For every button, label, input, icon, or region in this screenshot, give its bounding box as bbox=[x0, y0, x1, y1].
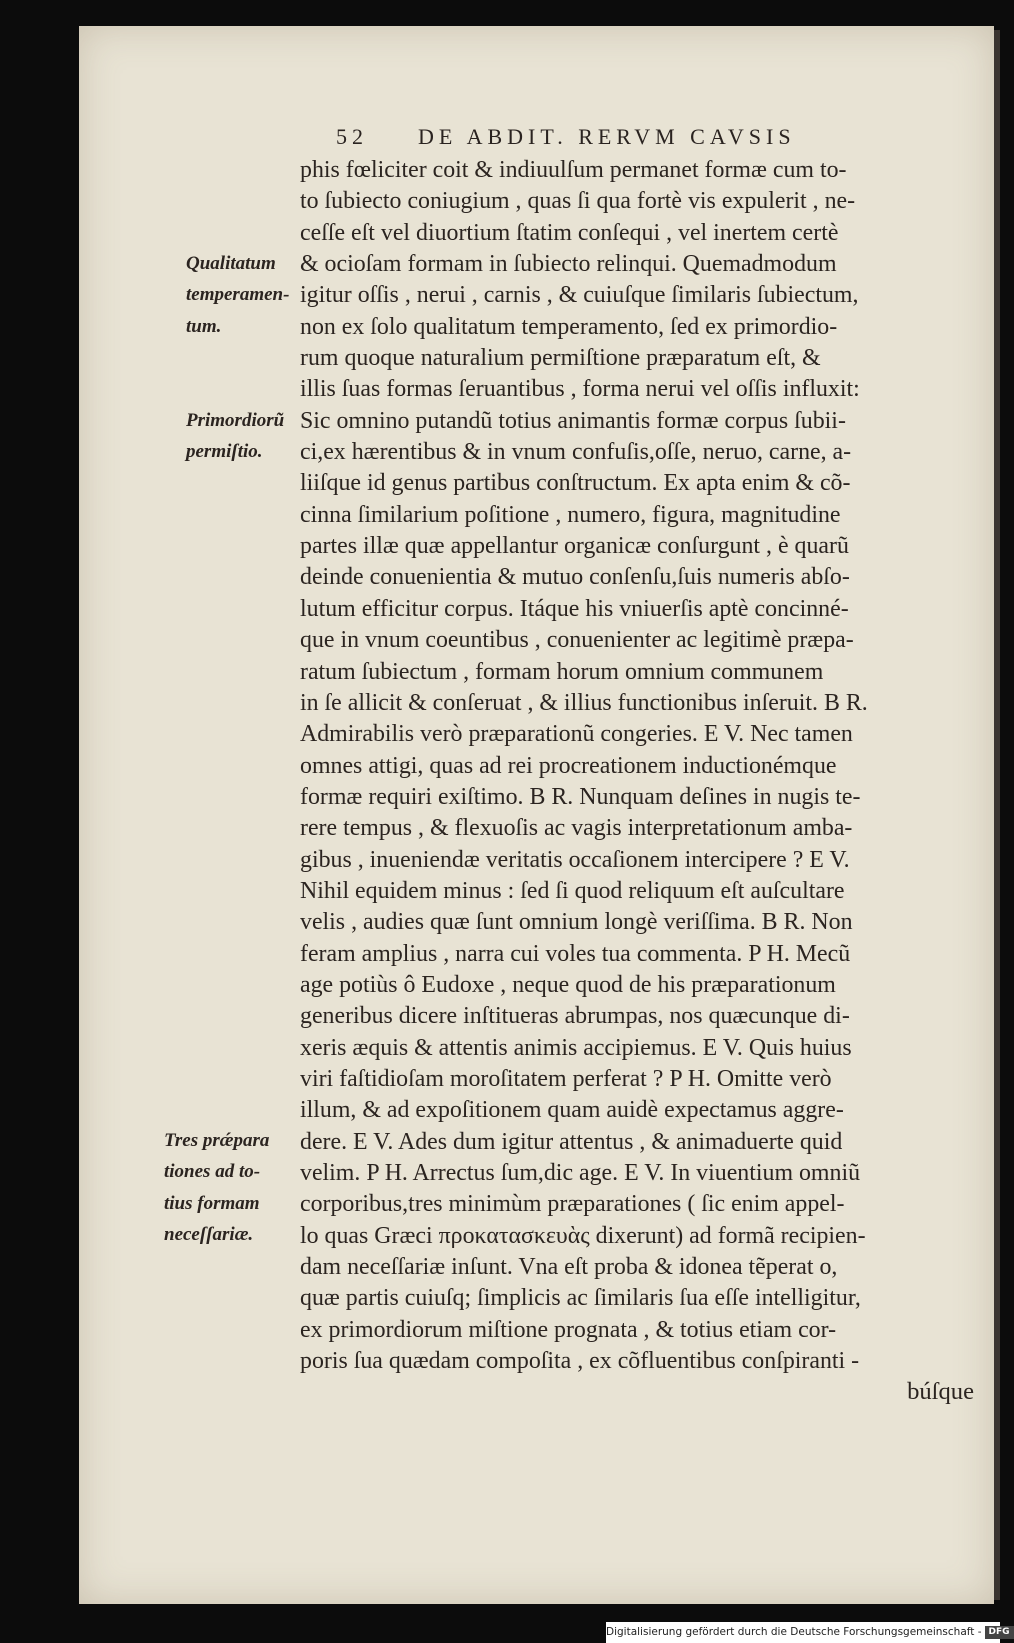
text-line: illis ſuas formas ſeruantibus , forma nerui vel oſſis influxit: bbox=[300, 375, 860, 403]
text-line: ci,ex hærentibus & in vnum confuſis,oſſe, neruo, carne, a- bbox=[300, 438, 852, 466]
text-line: xeris æquis & attentis animis accipiemus. E V. Quis huius bbox=[300, 1033, 852, 1061]
text-line: gibus , inueniendæ veritatis occaſionem intercipere ? E V. bbox=[300, 845, 850, 873]
text-line: liiſque id genus partibus conſtructum. Ex apta enim & cõ- bbox=[300, 469, 851, 497]
margin-note-line: Tres prǽpara bbox=[164, 1130, 270, 1151]
margin-note-primordiorum bbox=[186, 405, 284, 468]
text-line: que in vnum coeuntibus , conuenienter ac legitimè præpa- bbox=[300, 626, 854, 654]
text-line: Nihil equidem minus : ſed ſi quod reliquum eſt auſcultare bbox=[300, 876, 845, 904]
text-line: poris ſua quædam compoſita , ex cõfluentibus conſpiranti - bbox=[300, 1347, 860, 1375]
text-line: Sic omnino putandũ totius animantis formæ corpus ſubii- bbox=[300, 406, 846, 434]
text-line: & ocioſam formam in ſubiecto relinqui. Quemadmodum bbox=[300, 250, 837, 278]
text-line: corporibus,tres minimùm præparationes ( ſic enim appel- bbox=[300, 1190, 845, 1218]
text-line: in ſe allicit & conſeruat , & illius functionibus inſeruit. B R. bbox=[300, 688, 868, 716]
footer-text: Digitalisierung gefördert durch die Deutsche Forschungsgemeinschaft - bbox=[606, 1626, 982, 1638]
margin-note-line: permiſtio. bbox=[186, 441, 263, 463]
text-line: cinna ſimilarium poſitione , numero, figura, magnitudine bbox=[300, 500, 841, 528]
catchword: búſque bbox=[907, 1378, 974, 1406]
margin-note-line: neceſſariæ. bbox=[164, 1224, 254, 1246]
text-line: feram amplius , narra cui voles tua commenta. P H. Mecũ bbox=[300, 939, 851, 967]
text-line: lo quas Græci προκατασκευὰς dixerunt) ad formã recipien- bbox=[300, 1221, 866, 1249]
text-line: ex primordiorum miſtione prognata , & totius etiam cor- bbox=[300, 1315, 837, 1343]
margin-note-line: tum. bbox=[186, 315, 222, 337]
text-line: age potiùs ô Eudoxe , neque quod de his præparationum bbox=[300, 970, 836, 998]
margin-note-qualitatum bbox=[186, 248, 289, 342]
text-line: to ſubiecto coniugium , quas ſi qua fortè vis expulerit , ne- bbox=[300, 187, 856, 215]
text-line: velim. P H. Arrectus ſum,dic age. E V. In viuentium omniũ bbox=[300, 1159, 861, 1186]
text-line: partes illæ quæ appellantur organicæ conſurgunt , è quarũ bbox=[300, 532, 849, 560]
text-line: dere. E V. Ades dum igitur attentus , & animaduerte quid bbox=[300, 1127, 843, 1155]
margin-note-line: temperamen- bbox=[186, 284, 290, 306]
text-line: lutum efficitur corpus. Itáque his vniuerſis aptè concinné- bbox=[300, 594, 849, 622]
text-line: ceſſe eſt vel diuortium ſtatim conſequi , vel inertem certè bbox=[300, 218, 839, 246]
text-line: viri faſtidioſam moroſitatem perferat ? P H. Omitte verò bbox=[300, 1064, 832, 1092]
running-title: DE ABDIT. RERVM CAVSIS bbox=[418, 124, 796, 149]
text-line: rum quoque naturalium permiſtione præparatum eſt, & bbox=[300, 344, 821, 372]
dfg-logo: DFG bbox=[985, 1626, 1014, 1639]
text-line: quæ partis cuiuſq; ſimplicis ac ſimilaris ſua eſſe intelligitur, bbox=[300, 1284, 861, 1312]
text-line: igitur oſſis , nerui , carnis , & cuiuſque ſimilaris ſubiectum, bbox=[300, 281, 859, 309]
margin-note-line: Primordiorũ bbox=[186, 410, 285, 431]
page-number: 52 bbox=[336, 124, 368, 149]
text-line: non ex ſolo qualitatum temperamento, ſed ex primordio- bbox=[300, 312, 838, 340]
text-line: rere tempus , & flexuoſis ac vagis interpretationum amba- bbox=[300, 814, 853, 842]
page-edge bbox=[994, 30, 1000, 1600]
margin-note-tres-praeparationes bbox=[164, 1125, 269, 1250]
text-line: dam neceſſariæ inſunt. Vna eſt proba & idonea tẽperat o, bbox=[300, 1253, 838, 1281]
text-line: Admirabilis verò præparationũ congeries. E V. Nec tamen bbox=[300, 720, 853, 748]
margin-note-line: Qualitatum bbox=[186, 253, 276, 274]
text-line: omnes attigi, quas ad rei procreationem inductionémque bbox=[300, 751, 837, 779]
text-line: phis fœliciter coit & indiuulſum permanet formæ cum to- bbox=[300, 156, 847, 183]
text-line: illum, & ad expoſitionem quam auidè expectamus aggre- bbox=[300, 1096, 844, 1124]
running-header bbox=[336, 124, 876, 156]
text-line: deinde conuenientia & mutuo conſenſu,ſuis numeris abſo- bbox=[300, 563, 850, 591]
margin-note-line: tiones ad to- bbox=[164, 1161, 261, 1183]
margin-note-line: tius formam bbox=[164, 1192, 260, 1214]
text-line: generibus dicere inſtitueras abrumpas, nos quæcunque di- bbox=[300, 1002, 850, 1030]
body-text bbox=[300, 154, 980, 1408]
text-line: velis , audies quæ ſunt omnium longè veriſſima. B R. Non bbox=[300, 908, 853, 936]
footer-credit bbox=[606, 1622, 1010, 1643]
text-line: formæ requiri exiſtimo. B R. Nunquam deſines in nugis te- bbox=[300, 782, 861, 810]
text-line: ratum ſubiectum , formam horum omnium communem bbox=[300, 657, 824, 685]
